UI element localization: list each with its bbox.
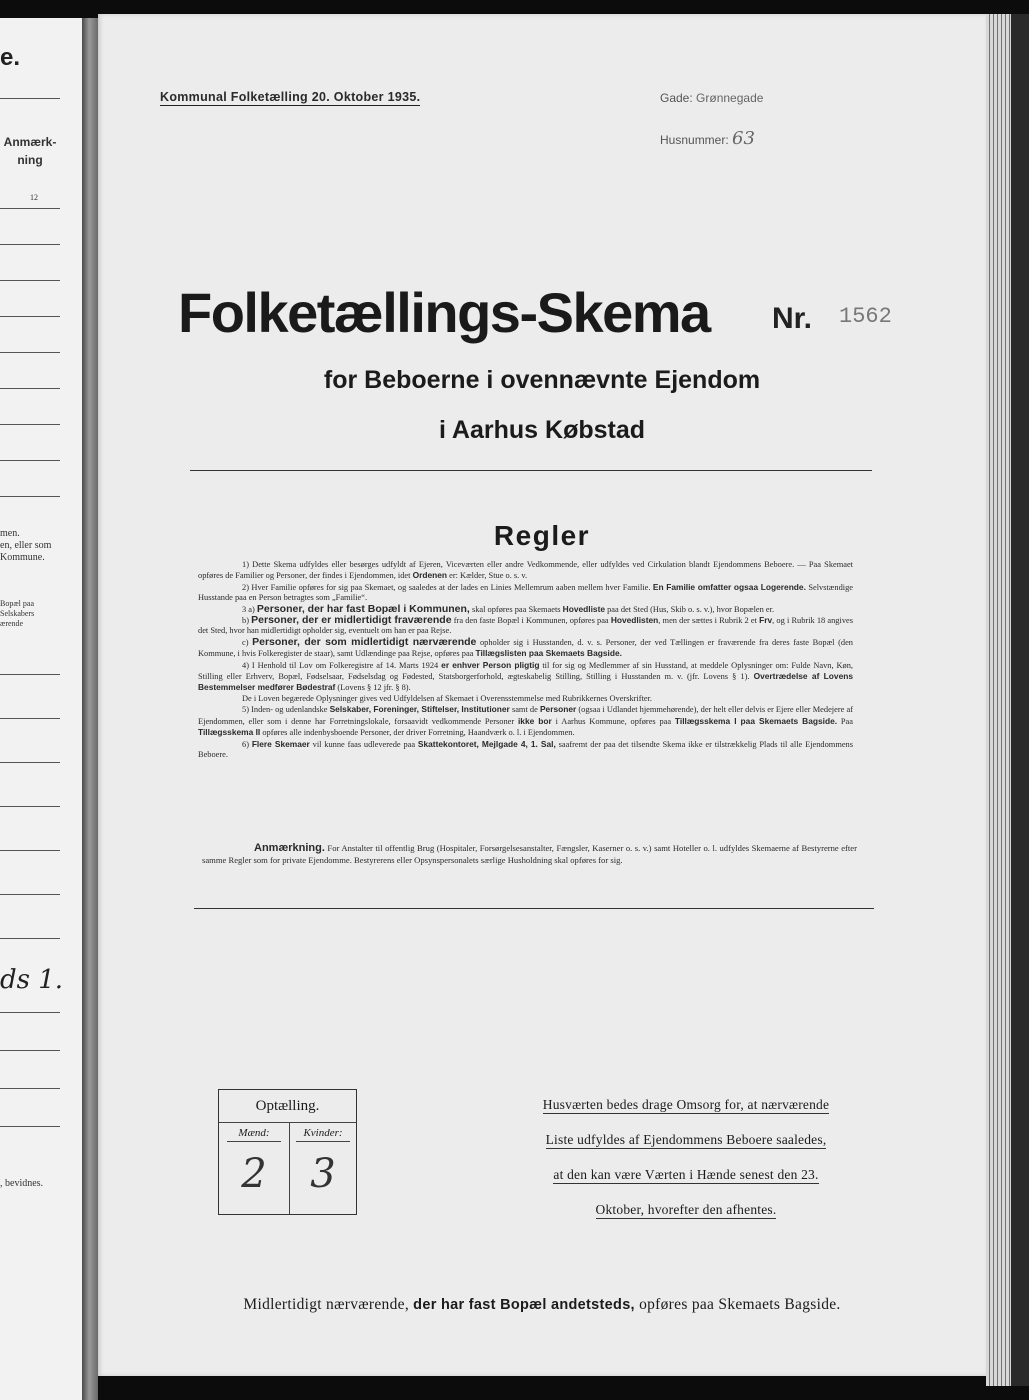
facing-page-text: men. xyxy=(0,528,20,539)
street-field xyxy=(660,91,763,105)
street-value: Grønnegade xyxy=(696,91,764,105)
street-label: Gade: xyxy=(660,91,693,105)
page-edges xyxy=(986,14,1029,1386)
footer-note: Midlertidigt nærværende, der har fast Bopæl andetsteds, opføres paa Skemaets Bagside. xyxy=(243,1296,841,1313)
men-column xyxy=(219,1123,290,1214)
form-location: i Aarhus Købstad xyxy=(438,416,646,444)
facing-page-letter: e. xyxy=(0,44,21,71)
facing-page-col-number: 12 xyxy=(30,193,38,202)
facing-page-text: Bopæl paa xyxy=(0,599,34,608)
census-form-page xyxy=(98,14,986,1376)
remark-text: For Anstalter til offentlig Brug (Hospitaler, Forsørgelsesanstalter, Fængsler, Kaserner o. s. v.) samt Hoteller o. l. udfyldes Skemaerne af Bestyrerne efter samme Regler som for private Ejendomme. Bestyrerens eller Opsynspersonalets særlige Husholdning skal opføres for sig. xyxy=(202,843,857,865)
rule-4: 4) I Henhold til Lov om Folkeregistre af 14. Marts 1924 er enhver Person pligtig til for sig og Medlemmer af sin Husstand, at meddele Oplysninger om: Fulde Navn, Køn, Stilling eller Erhverv, Bopæl, Fødselsaar, Fødselsdag og Fødested, Statsborgerforhold, ægteskabelig Stilling, Stilling i Husstanden m. v. (jfr. Lovens § 1). Overtrædelse af Lovens Bestemmelser medfører Bødestraf (Lovens § 12 jfr. § 8). xyxy=(198,659,854,693)
landlord-notice-line: Oktober, hvorefter den afhentes. xyxy=(595,1202,777,1217)
facing-page-heading-2: ning xyxy=(17,153,43,167)
form-subtitle: for Beboerne i ovennævnte Ejendom xyxy=(323,366,761,394)
remark-paragraph xyxy=(202,842,857,866)
house-number-value: 63 xyxy=(732,128,755,149)
facing-page-text: ærende xyxy=(0,619,24,628)
men-count: 2 xyxy=(241,1151,267,1197)
rule-3a: 3 a) Personer, der har fast Bopæl i Kommunen, skal opføres paa Skemaets Hovedliste paa det Sted (Hus, Skib o. s. v.), hvor Bopælen er. xyxy=(242,602,775,615)
landlord-notice-line: Liste udfyldes af Ejendommens Beboere saaledes, xyxy=(545,1132,827,1147)
facing-page-text: Selskabers xyxy=(0,609,35,618)
men-label: Mænd: xyxy=(219,1127,289,1142)
facing-page-text: , bevidnes. xyxy=(0,1178,44,1189)
facing-page-text: Kommune. xyxy=(0,552,45,563)
divider xyxy=(194,908,874,909)
women-count: 3 xyxy=(310,1151,336,1197)
rules-text xyxy=(198,560,853,760)
divider xyxy=(190,470,872,471)
rules-heading: Regler xyxy=(493,520,591,551)
remark-label: Anmærkning. xyxy=(254,842,325,854)
form-title: Folketællings-Skema xyxy=(178,281,710,344)
form-number-value: 1562 xyxy=(839,304,892,329)
facing-page-heading-1: Anmærk- xyxy=(3,135,57,149)
women-label: Kvinder: xyxy=(290,1127,356,1142)
house-number-field xyxy=(660,128,755,149)
count-box-title: Optælling. xyxy=(219,1090,356,1123)
rule-2: 2) Hver Familie opføres for sig paa Skemaet, og saaledes at der lades en Linies Mellemrum aaben mellem hver Familie. En Familie omfatter ogsaa Logerende. Selvstændige Husstande paa en Person betragtes som „Familie“. xyxy=(198,581,854,603)
census-title: Kommunal Folketælling 20. Oktober 1935. xyxy=(160,90,421,104)
rule-5: 5) Inden- og udenlandske Selskaber, Foreninger, Stiftelser, Institutioner samt de Personer (ogsaa i Udlandet hjemmehørende), der helt eller delvis er Ejere eller Medejere af Ejendommen, eller som i denne har Forretningslokale, forsaavidt vedkommende Personer ikke bor i Aarhus Kommune, opføres paa Tillægsskema I paa Skemaets Bagside. Paa Tillægsskema II opføres alle indenbysboende Personer, der driver Forretning, Haandværk o. l. i Ejendommen. xyxy=(198,704,853,738)
women-column xyxy=(290,1123,356,1214)
count-box xyxy=(218,1089,357,1215)
facing-page-text: en, eller som xyxy=(0,540,52,551)
facing-page xyxy=(0,18,84,1400)
rule-6: 6) Flere Skemaer vil kunne faas udleverede paa Skattekontoret, Mejlgade 4, 1. Sal, saafremt der paa det tilsendte Skema ikke er tilstrækkelig Plads til alle Ejendommens Beboere. xyxy=(198,738,853,759)
landlord-notice-line: at den kan være Værten i Hænde senest den 23. xyxy=(553,1167,819,1182)
rule-3c: c) Personer, der som midlertidigt nærværende opholder sig i Husstanden, d. v. s. Personer, der ved Tællingen er fraværende fra deres faste Bopæl (den Kommune, i hvis Folkeregister de staar), samt Udlændinge paa Rejse, opføres paa Tillægslisten paa Skemaets Bagside. xyxy=(198,635,853,659)
house-number-label: Husnummer: xyxy=(660,133,729,147)
facing-page-handwriting: ds 1. xyxy=(0,965,64,995)
form-number-label: Nr. xyxy=(772,302,813,335)
book-gutter xyxy=(82,18,98,1400)
landlord-notice-line: Husværten bedes drage Omsorg for, at nærværende xyxy=(542,1097,830,1112)
rule-4-note: De i Loven begærede Oplysninger gives ved Udfyldelsen af Skemaet i Overensstemmelse med Rubrikkernes Overskrifter. xyxy=(242,693,653,703)
rule-3b: b) Personer, der er midlertidigt fraværende fra den faste Bopæl i Kommunen, opføres paa Hovedlisten, men der sættes i Rubrik 2 et Frv, og i Rubrik 18 angives det Sted, hvor han midlertidigt opholder sig, eventuelt om han er paa Rejse. xyxy=(198,614,853,636)
rule-1: 1) Dette Skema udfyldes eller besørges udfyldt af Ejeren, Viceværten eller andre Vedkommende, eller udfyldes ved Cirkulation blandt Ejendommens Beboere. — Paa Skemaet opføres de Familier og Personer, der findes i Ejendommen, idet Ordenen er: Kælder, Stue o. s. v. xyxy=(198,560,853,581)
